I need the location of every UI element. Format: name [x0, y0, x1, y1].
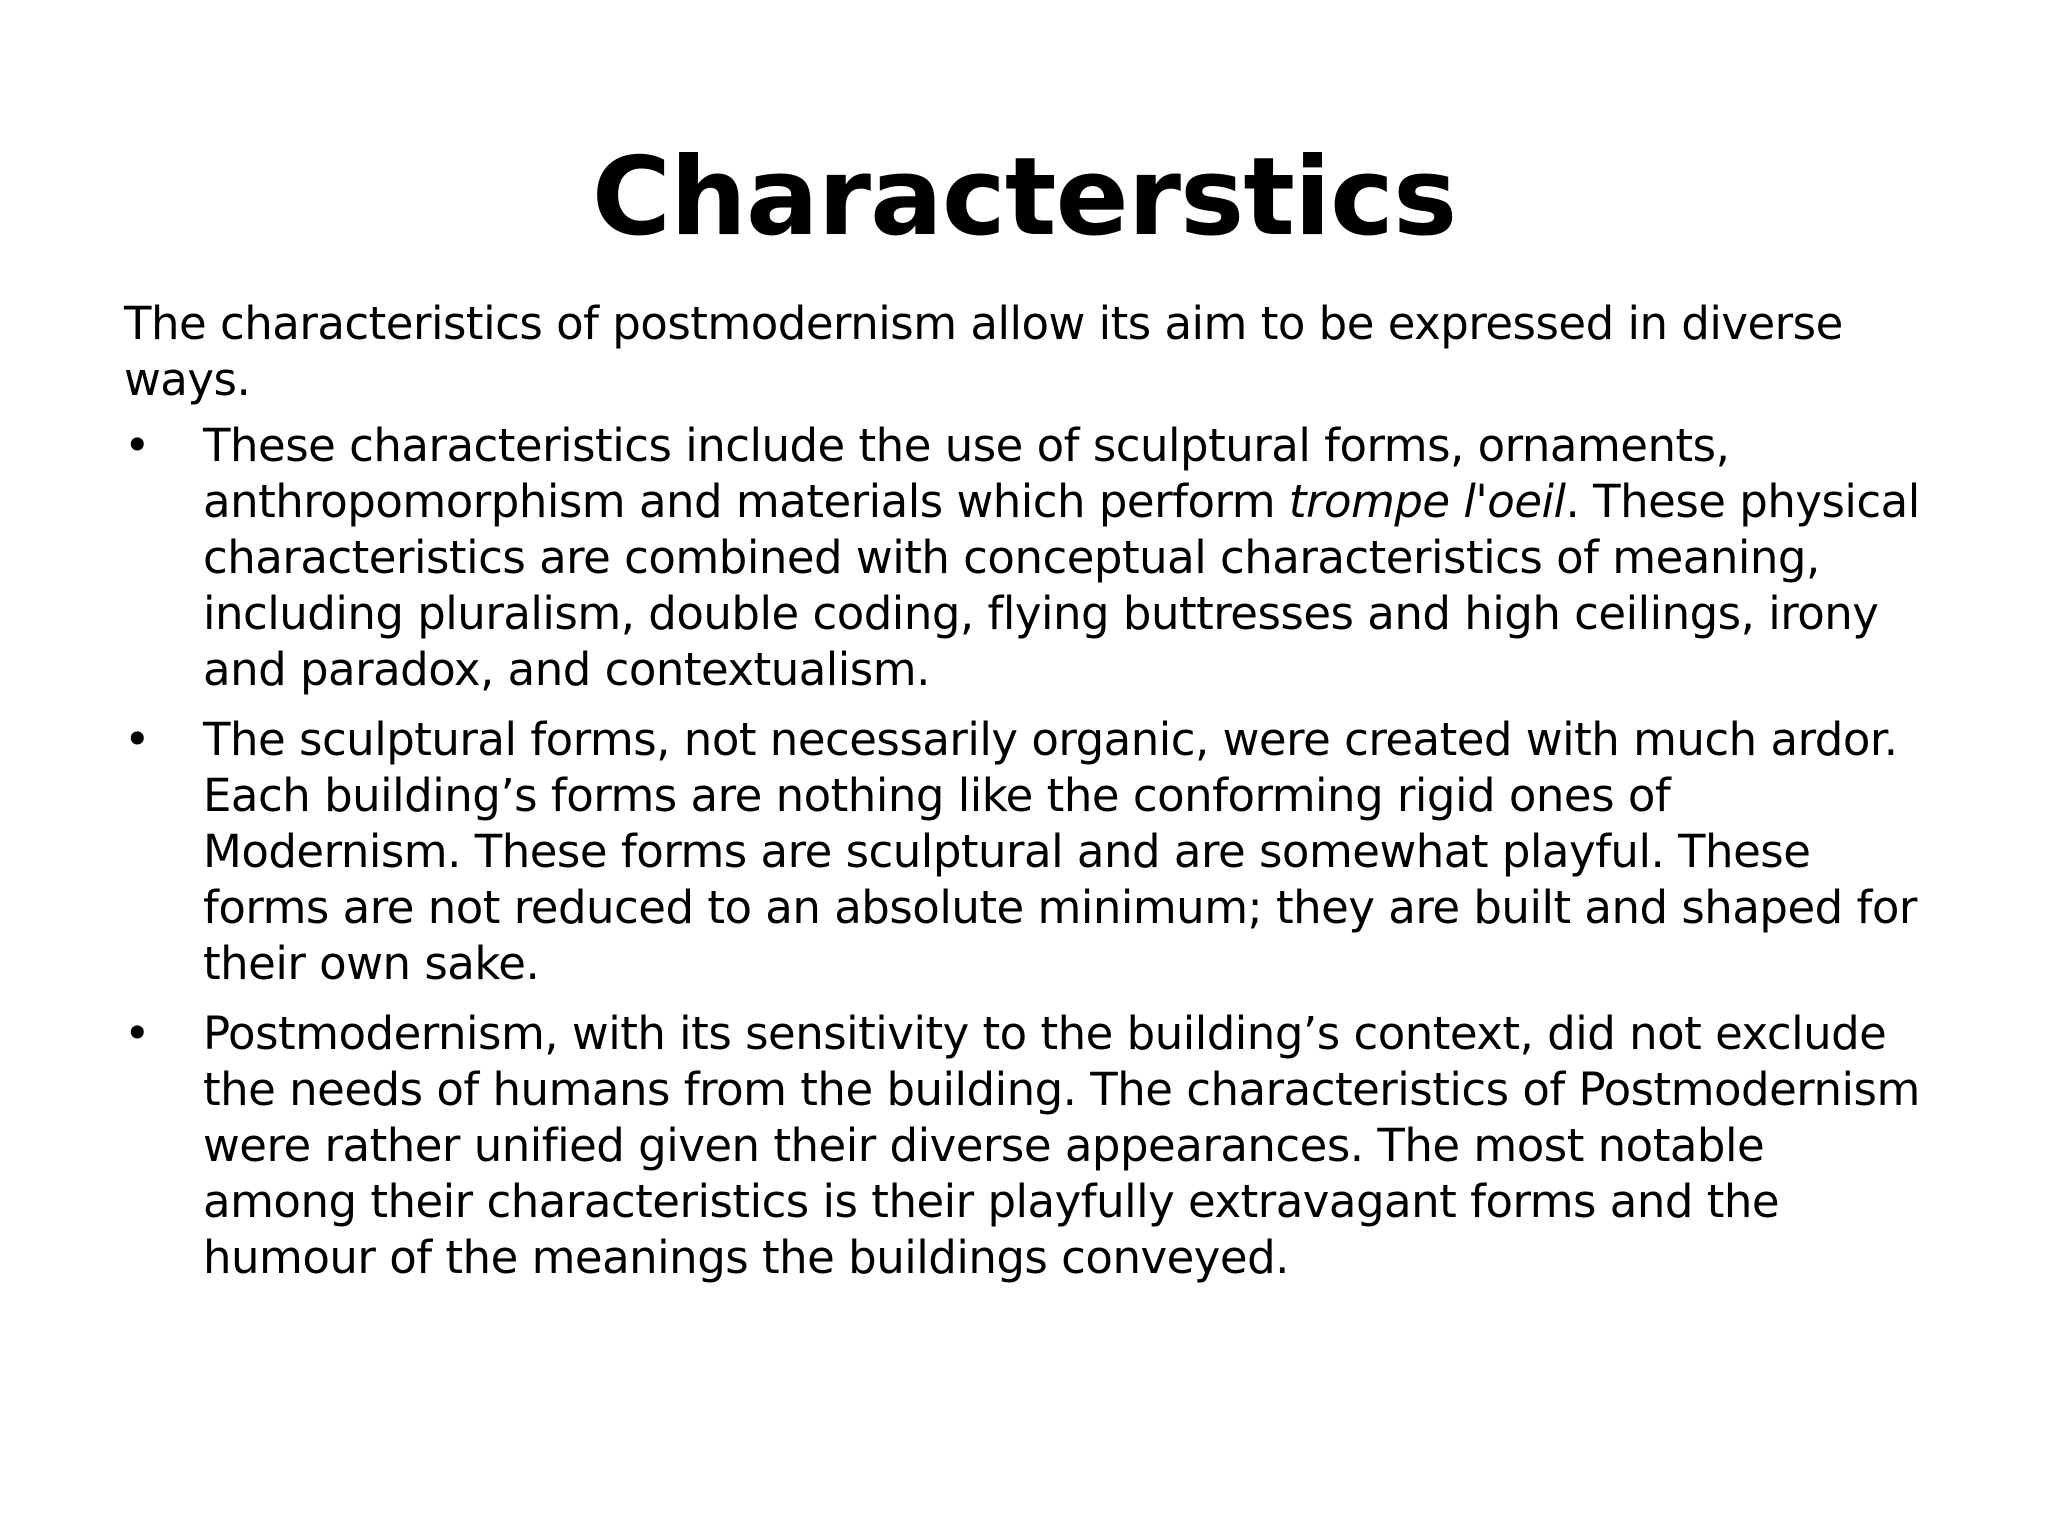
bullet-item-3	[124, 1006, 1924, 1286]
bullet-icon: •	[124, 1007, 151, 1060]
bullet-1-text-end: . These physical characteristics are combined with conceptual characteristics of meaning, including pluralism, double coding, flying buttresses and high ceilings, irony and paradox, and contextualism.	[203, 475, 1920, 696]
bullet-1-italic-text: trompe l'oeil	[1288, 475, 1566, 528]
bullet-1-text-start: These characteristics include the use of sculptural forms, ornaments, anthropomorphism and materials which perform	[203, 419, 1730, 528]
intro-paragraph: The characteristics of postmodernism allow its aim to be expressed in diverse ways.	[124, 297, 1843, 406]
bullet-3-text: Postmodernism, with its sensitivity to the building’s context, did not exclude the needs of humans from the building. The characteristics of Postmodernism were rather unified given their diverse appearances. The most notable among their characteristics is their playfully extravagant forms and the humour of the meanings the buildings conveyed.	[203, 1007, 1920, 1284]
bullet-icon: •	[124, 713, 151, 766]
slide-title: Characterstics	[591, 135, 1457, 260]
bullet-item-1	[124, 418, 1924, 698]
slide-body	[124, 296, 1924, 1300]
bullet-list	[124, 418, 1924, 1286]
bullet-item-2	[124, 712, 1924, 992]
bullet-2-text: The sculptural forms, not necessarily organic, were created with much ardor. Each building’s forms are nothing like the conforming rigid ones of Modernism. These forms are sculptural and are somewhat playful. These forms are not reduced to an absolute minimum; they are built and shaped for their own sake.	[203, 713, 1917, 990]
bullet-icon: •	[124, 419, 151, 472]
